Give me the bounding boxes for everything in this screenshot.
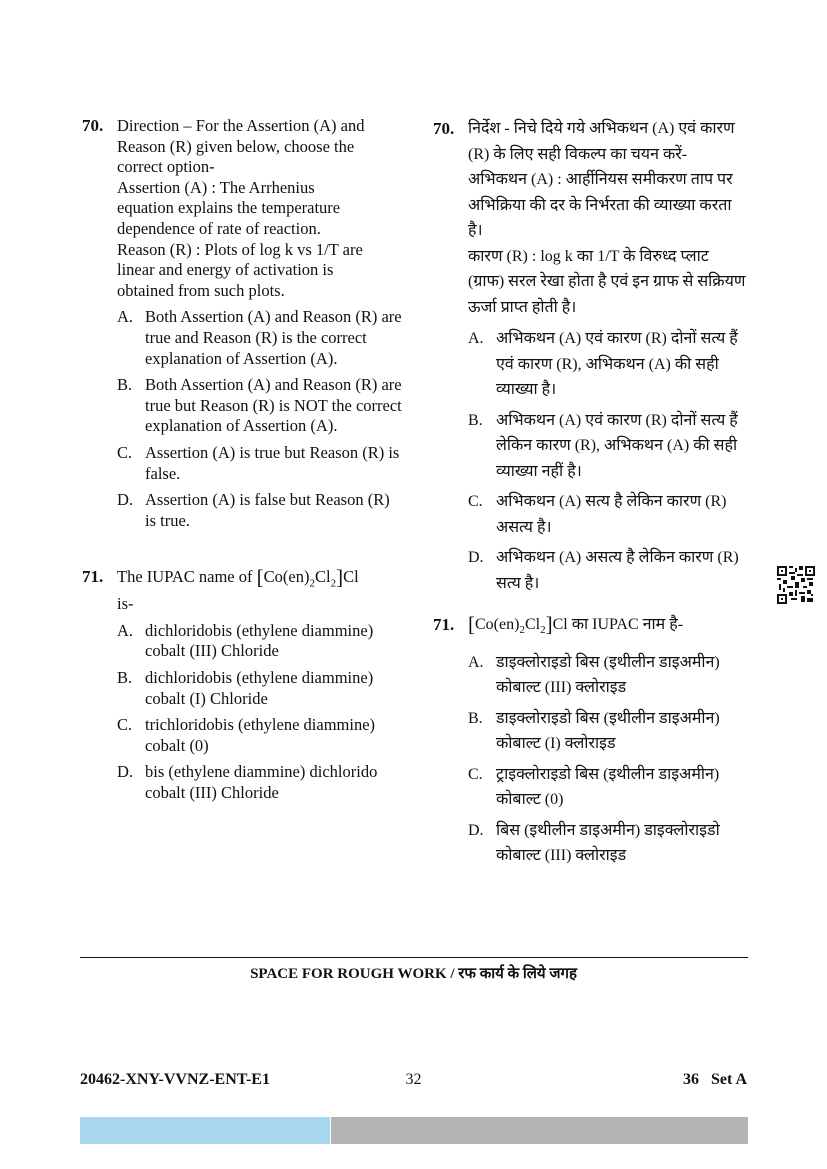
option-c (117, 715, 402, 756)
option-b (117, 375, 402, 437)
option-b (117, 668, 402, 709)
hindi-column (433, 116, 753, 874)
options-list (468, 650, 753, 869)
question-text (117, 567, 402, 614)
option-letter: A. (468, 653, 484, 671)
question-number: 70. (82, 116, 104, 135)
option-b (468, 706, 753, 757)
question-line: (ग्राफ) सरल रेखा होता है एवं इन ग्राफ से सक्रियण (468, 273, 746, 290)
question-line: Reason (R) : Plots of log k vs 1/T are (117, 239, 363, 259)
question-70-en (82, 116, 402, 531)
options-list (117, 621, 402, 804)
option-d (117, 490, 402, 531)
question-text (468, 116, 753, 320)
options-list (468, 326, 753, 596)
question-line: कारण (R) : log k का 1/T के विरुध्द प्लाट (468, 247, 709, 265)
option-text: डाइक्लोराइडो बिस (इथीलीन डाइअमीन) कोबाल्ट (I) क्लोराइड (496, 709, 720, 753)
question-text (117, 116, 402, 301)
option-letter: A. (468, 330, 484, 347)
question-line: अभिक्रिया की दर के निर्भरता की व्याख्या करता (468, 196, 732, 214)
option-text: Both Assertion (A) and Reason (R) are true and Reason (R) is the correct explanation of Assertion (A). (145, 307, 402, 368)
option-text: dichloridobis (ethylene diammine) cobalt (III) Chloride (145, 620, 374, 661)
option-c (468, 489, 753, 540)
question-line: Reason (R) given below, choose the (117, 136, 355, 156)
question-70-hi (433, 116, 753, 596)
question-line: निर्देश - निचे दिये गये अभिकथन (A) एवं कारण (468, 120, 735, 137)
option-letter: D. (117, 490, 134, 510)
question-line: ऊर्जा प्राप्त होती है। (468, 298, 577, 316)
question-line: Assertion (A) : The Arrhenius (117, 177, 315, 197)
qr-code-icon (777, 566, 815, 604)
option-text: Both Assertion (A) and Reason (R) are true but Reason (R) is NOT the correct explanation of Assertion (A). (145, 375, 402, 436)
complex-formula: $[Co(en)_2Cl_2]Cl$ (468, 612, 568, 637)
question-number: 71. (82, 567, 104, 587)
option-text: dichloridobis (ethylene diammine) cobalt (I) Chloride (145, 667, 374, 708)
set-label: 36 Set A (683, 1071, 747, 1088)
question-line: dependence of rate of reaction. (117, 218, 321, 238)
question-prefix: The IUPAC name of (117, 567, 253, 587)
option-letter: D. (468, 821, 484, 839)
question-line: linear and energy of activation is (117, 260, 334, 280)
question-suffix: का IUPAC नाम है- (571, 616, 684, 633)
option-a (468, 650, 753, 701)
option-text: बिस (इथीलीन डाइअमीन) डाइक्लोराइडो कोबाल्ट (III) क्लोराइड (496, 821, 720, 865)
option-letter: C. (117, 715, 133, 735)
option-letter: B. (117, 667, 133, 687)
question-text (468, 612, 753, 644)
option-a (117, 307, 402, 369)
option-text: Assertion (A) is false but Reason (R) is true. (145, 490, 390, 530)
question-line: अभिकथन (A) : आर्हीनियस समीकरण ताप पर (468, 171, 733, 188)
option-letter: A. (117, 620, 134, 640)
option-letter: D. (117, 762, 134, 782)
question-line: है। (468, 222, 483, 239)
option-text: डाइक्लोराइडो बिस (इथीलीन डाइअमीन) कोबाल्ट (III) क्लोराइड (496, 653, 720, 697)
question-number: 71. (433, 615, 455, 634)
option-text: अभिकथन (A) एवं कारण (R) दोनों सत्य हैं एवं कारण (R), अभिकथन (A) की सही व्याख्या है। (496, 330, 738, 398)
option-b (468, 408, 753, 485)
english-column (82, 116, 402, 810)
option-letter: B. (117, 375, 133, 395)
option-text: Assertion (A) is true but Reason (R) is false. (145, 442, 400, 483)
options-list (117, 307, 402, 531)
option-d (468, 545, 753, 596)
complex-formula: $[Co(en)_2Cl_2]Cl$ (256, 565, 359, 590)
question-suffix: is- (117, 594, 134, 614)
option-a (468, 326, 753, 403)
option-letter: D. (468, 549, 484, 566)
footer-bar-left (80, 1117, 330, 1144)
question-line: Direction – For the Assertion (A) and (117, 116, 365, 135)
question-line: (R) के लिए सही विकल्प का चयन करें- (468, 145, 688, 163)
option-c (468, 762, 753, 813)
question-number: 70. (433, 119, 455, 138)
paper-code: 20462-XNY-VVNZ-ENT-E1 (80, 1071, 270, 1088)
option-letter: C. (468, 493, 483, 510)
question-71-en (82, 567, 402, 803)
option-text: अभिकथन (A) एवं कारण (R) दोनों सत्य हैं लेकिन कारण (R), अभिकथन (A) की सही व्याख्या नहीं है। (496, 411, 738, 480)
option-text: अभिकथन (A) असत्य है लेकिन कारण (R) सत्य है। (496, 549, 739, 592)
option-letter: B. (468, 411, 483, 429)
option-letter: C. (117, 442, 133, 462)
option-text: ट्राइक्लोराइडो बिस (इथीलीन डाइअमीन) कोबाल्ट (0) (496, 765, 720, 809)
option-letter: A. (117, 307, 134, 327)
option-letter: C. (468, 765, 483, 783)
question-line: equation explains the temperature (117, 198, 341, 218)
question-line: obtained from such plots. (117, 280, 285, 300)
option-d (468, 818, 753, 869)
footer-bar-right (331, 1117, 748, 1144)
option-a (117, 621, 402, 662)
rough-work-divider (80, 957, 748, 958)
question-line: correct option- (117, 157, 215, 177)
question-71-hi (433, 612, 753, 869)
option-c (117, 443, 402, 484)
rough-work-label: SPACE FOR ROUGH WORK / रफ कार्य के लिये जगह (250, 966, 577, 982)
option-text: trichloridobis (ethylene diammine) cobalt (0) (145, 715, 376, 755)
option-text: अभिकथन (A) सत्य है लेकिन कारण (R) असत्य है। (496, 493, 727, 536)
page-number: 32 (405, 1071, 422, 1088)
option-d (117, 762, 402, 803)
option-text: bis (ethylene diammine) dichlorido cobalt (III) Chloride (145, 762, 378, 802)
option-letter: B. (468, 709, 483, 727)
